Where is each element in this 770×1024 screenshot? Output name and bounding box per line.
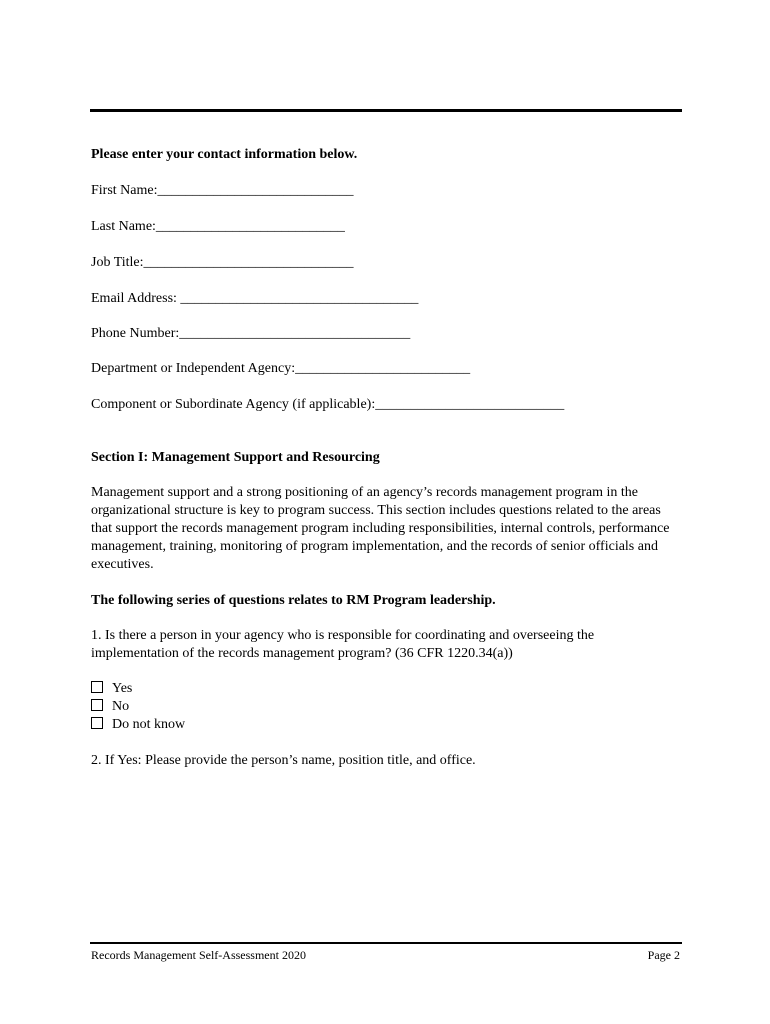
checkbox-yes[interactable] — [91, 681, 103, 693]
header-rule — [90, 109, 682, 112]
footer-rule — [90, 942, 682, 944]
department-field[interactable]: Department or Independent Agency:_________________________ — [91, 361, 471, 376]
checkbox-no[interactable] — [91, 699, 103, 711]
email-address-field[interactable]: Email Address: __________________________________ — [91, 291, 419, 306]
section-subheading: The following series of questions relates to RM Program leadership. — [91, 593, 496, 608]
option-yes[interactable] — [91, 680, 132, 698]
page-number: Page 2 — [647, 948, 680, 962]
last-name-field[interactable]: Last Name:___________________________ — [91, 219, 345, 234]
first-name-field[interactable]: First Name:____________________________ — [91, 183, 354, 198]
component-field[interactable]: Component or Subordinate Agency (if applicable):___________________________ — [91, 397, 565, 412]
footer-title: Records Management Self-Assessment 2020 — [91, 948, 306, 962]
question-1: 1. Is there a person in your agency who is responsible for coordinating and overseeing the implementation of the records management program? (36 CFR 1220.34(a)) — [91, 628, 595, 661]
checkbox-do-not-know[interactable] — [91, 717, 103, 729]
contact-heading: Please enter your contact information below. — [91, 147, 358, 162]
question-2: 2. If Yes: Please provide the person’s name, position title, and office. — [91, 753, 476, 768]
option-no-label: No — [112, 699, 130, 714]
option-do-not-know-label: Do not know — [112, 717, 186, 732]
phone-number-field[interactable]: Phone Number:_________________________________ — [91, 326, 411, 341]
option-do-not-know[interactable] — [91, 716, 185, 734]
job-title-field[interactable]: Job Title:______________________________ — [91, 255, 354, 270]
option-yes-label: Yes — [112, 681, 133, 696]
section-intro: Management support and a strong positioning of an agency’s records management program in the organizational structure is key to program success. This section includes questions related to the areas that support the records management program including responsibilities, internal controls, performance management, training, monitoring of program implementation, and the records of senior officials and executives. — [91, 485, 670, 572]
section-heading: Section I: Management Support and Resourcing — [91, 450, 380, 465]
option-no[interactable] — [91, 698, 129, 716]
